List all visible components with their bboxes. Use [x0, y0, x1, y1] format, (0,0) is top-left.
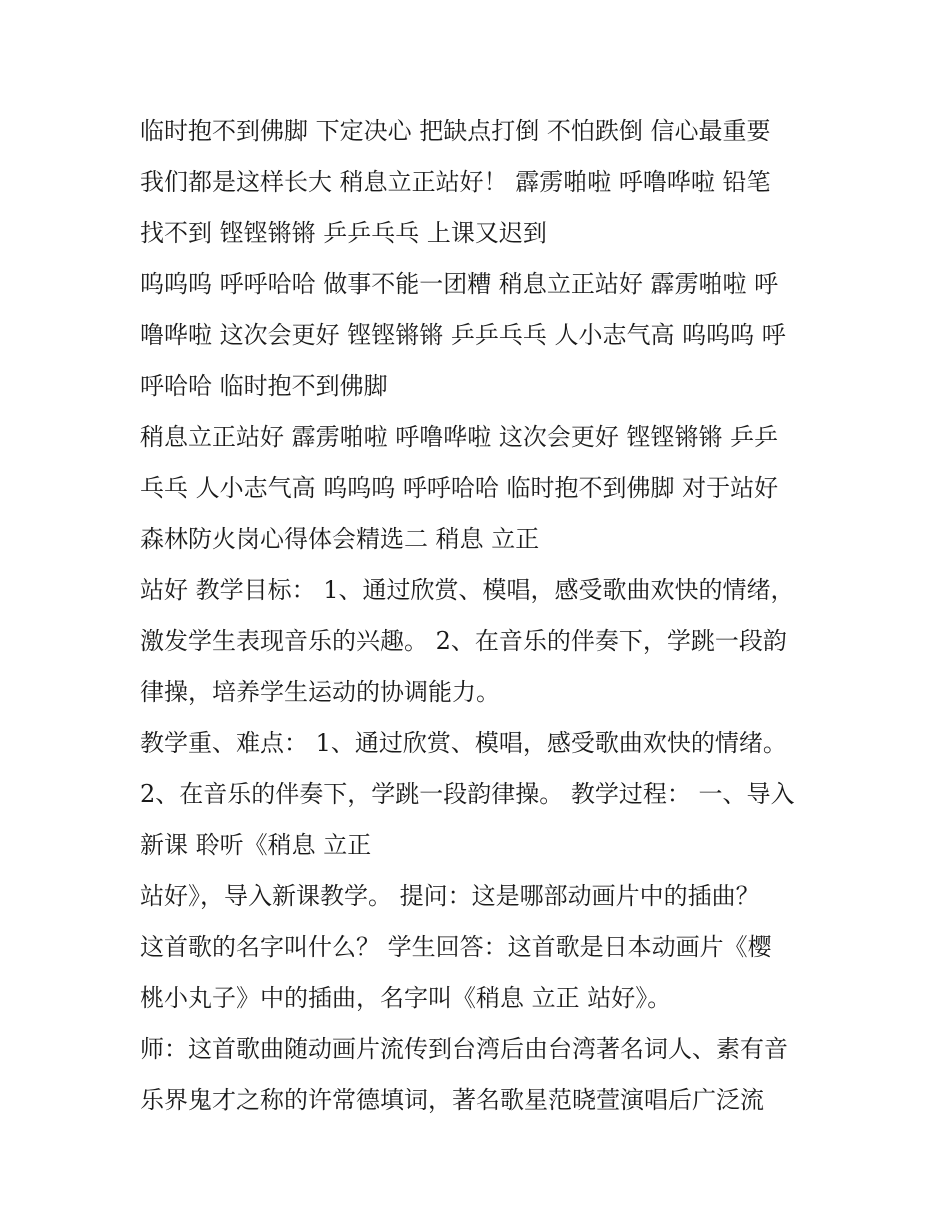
text-line: 站好 教学目标： 1、通过欣赏、模唱，感受歌曲欢快的情绪， — [140, 576, 795, 604]
text-line: 森林防火岗心得体会精选二 稍息 立正 — [140, 525, 540, 553]
text-line: 教学重、难点： 1、通过欣赏、模唱，感受歌曲欢快的情绪。 — [140, 729, 787, 757]
text-line: 乐界鬼才之称的许常德填词，著名歌星范晓萱演唱后广泛流 — [140, 1086, 764, 1114]
text-line: 临时抱不到佛脚 下定决心 把缺点打倒 不怕跌倒 信心最重要 — [140, 117, 771, 145]
text-line: 2、在音乐的伴奏下，学跳一段韵律操。 教学过程： 一、导入 — [140, 780, 795, 808]
text-line: 找不到 铿铿锵锵 乒乒乓乓 上课又迟到 — [140, 219, 547, 247]
text-line: 噜哗啦 这次会更好 铿铿锵锵 乒乒乓乓 人小志气高 呜呜呜 呼 — [140, 321, 786, 349]
text-line: 呜呜呜 呼呼哈哈 做事不能一团糟 稍息立正站好 霹雳啪啦 呼 — [140, 270, 779, 298]
document-body — [140, 106, 820, 1126]
text-line: 这首歌的名字叫什么？ 学生回答：这首歌是日本动画片《樱 — [140, 933, 772, 961]
text-line: 律操，培养学生运动的协调能力。 — [140, 678, 500, 706]
text-line: 师：这首歌曲随动画片流传到台湾后由台湾著名词人、素有音 — [140, 1035, 788, 1063]
text-line: 稍息立正站好 霹雳啪啦 呼噜哗啦 这次会更好 铿铿锵锵 乒乒 — [140, 423, 779, 451]
text-line: 桃小丸子》中的插曲，名字叫《稍息 立正 站好》。 — [140, 984, 672, 1012]
text-line: 新课 聆听《稍息 立正 — [140, 831, 372, 859]
text-line: 乓乓 人小志气高 呜呜呜 呼呼哈哈 临时抱不到佛脚 对于站好 — [140, 474, 779, 502]
text-line: 我们都是这样长大 稍息立正站好！ 霹雳啪啦 呼噜哗啦 铅笔 — [140, 168, 771, 196]
text-line: 激发学生表现音乐的兴趣。 2、在音乐的伴奏下，学跳一段韵 — [140, 627, 787, 655]
text-line: 站好》，导入新课教学。 提问：这是哪部动画片中的插曲？ — [140, 882, 760, 910]
text-line: 呼哈哈 临时抱不到佛脚 — [140, 372, 388, 400]
